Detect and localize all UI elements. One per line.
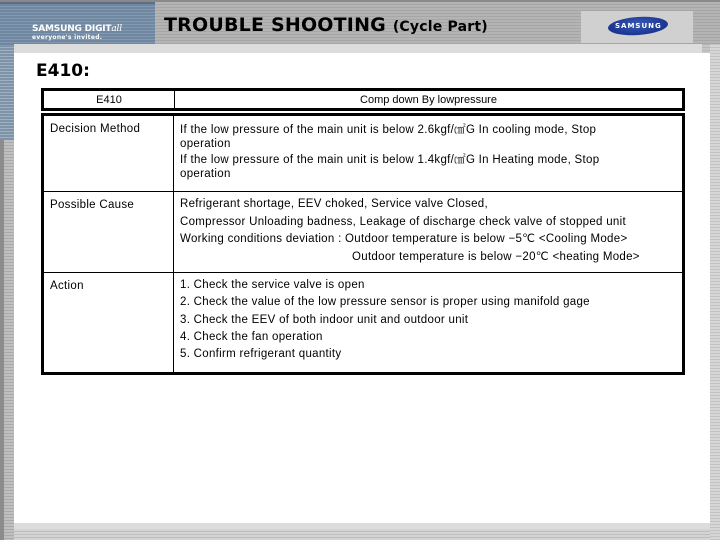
title-sub: (Cycle Part): [392, 19, 488, 35]
table-row-decision-method: [44, 116, 682, 192]
header-band: [0, 0, 720, 44]
bottom-border: [14, 523, 710, 540]
action-step: 1. Check the service valve is open: [180, 279, 365, 291]
row-label: Possible Cause: [44, 192, 174, 272]
row-label: Action: [44, 273, 174, 372]
decision-line: operation: [180, 138, 231, 150]
cause-line: Compressor Unloading badness, Leakage of discharge check valve of stopped unit: [180, 215, 626, 228]
samsung-digitall-logo: [32, 25, 122, 42]
samsung-logo-icon: [607, 15, 668, 37]
left-border-lower: [0, 140, 14, 540]
row-value: [174, 273, 682, 372]
row-value: [174, 116, 682, 191]
row-label: Decision Method: [44, 116, 174, 191]
table-row-possible-cause: [44, 192, 682, 273]
decision-line: If the low pressure of the main unit is below 1.4kgf/㎠G In Heating mode, Stop: [180, 154, 600, 166]
cause-line: Working conditions deviation : Outdoor temperature is below −5℃ <Cooling Mode>: [180, 233, 628, 245]
error-code-table: [41, 88, 685, 111]
samsung-logo-text: SAMSUNG: [614, 22, 662, 31]
page-title: [164, 14, 488, 36]
cause-line: Outdoor temperature is below −20℃ <heating Mode>: [352, 250, 640, 263]
brand-name: SAMSUNG DIGIT: [32, 24, 112, 34]
title-main: TROUBLE SHOOTING: [164, 14, 386, 36]
cause-line: Refrigerant shortage, EEV choked, Service valve Closed,: [180, 198, 488, 210]
troubleshooting-table: [41, 113, 685, 375]
action-step: 3. Check the EEV of both indoor unit and outdoor unit: [180, 313, 469, 326]
action-step: 5. Confirm refrigerant quantity: [180, 348, 342, 361]
brand-suffix: all: [111, 24, 122, 34]
error-code-heading: E410:: [36, 61, 90, 81]
header-underband: [14, 44, 702, 53]
decision-line: If the low pressure of the main unit is below 2.6kgf/㎠G In cooling mode, Stop: [180, 124, 597, 136]
error-description-cell: Comp down By lowpressure: [360, 94, 497, 106]
row-value: [174, 192, 682, 272]
brand-panel: [0, 2, 155, 46]
decision-line: operation: [180, 168, 231, 180]
logo-panel: [581, 11, 693, 43]
error-code-cell: E410: [44, 91, 175, 108]
table-row-action: [44, 273, 682, 372]
action-step: 2. Check the value of the low pressure sensor is proper using manifold gage: [180, 296, 590, 309]
brand-tagline: everyone's invited.: [32, 34, 103, 41]
action-step: 4. Check the fan operation: [180, 330, 323, 343]
